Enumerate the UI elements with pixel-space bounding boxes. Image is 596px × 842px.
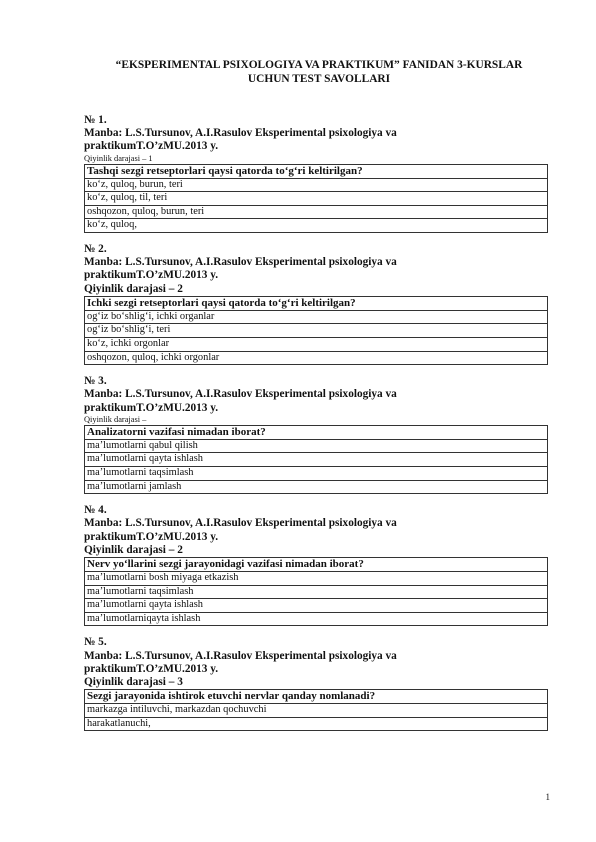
question-source-line: praktikumT.O’zMU.2013 y.: [84, 530, 219, 543]
question-row: [85, 164, 548, 178]
question-source: [84, 650, 456, 676]
answer-row: [85, 192, 548, 206]
answer-option: ma’lumotlarni qabul qilish: [85, 439, 548, 453]
question-table: [84, 425, 548, 494]
answer-option: ko‘z, quloq,: [85, 219, 548, 233]
question-source-line: Manba: L.S.Tursunov, A.I.Rasulov Eksperimental psixologiya va: [84, 649, 397, 662]
answer-option: og‘iz bo‘shlig‘i, teri: [85, 324, 548, 338]
answer-option: ma’lumotlarni qayta ishlash: [85, 453, 548, 467]
answer-row: [85, 337, 548, 351]
question-source-line: praktikumT.O’zMU.2013 y.: [84, 269, 219, 282]
answer-row: [85, 612, 548, 626]
question-text: Nerv yo‘llarini sezgi jarayonidagi vazifasi nimadan iborat?: [85, 557, 548, 571]
question-source: [84, 388, 456, 414]
questions-list: [84, 114, 548, 741]
question-text: Analizatorni vazifasi nimadan iborat?: [85, 425, 548, 439]
answer-option: ko‘z, ichki orgonlar: [85, 337, 548, 351]
document-title-line-2: UCHUN TEST SAVOLLARI: [247, 73, 391, 85]
answer-option: ma’lumotlarni jamlash: [85, 480, 548, 494]
difficulty-level: Qiyinlik darajasi – 2: [84, 543, 183, 556]
answer-row: [85, 480, 548, 494]
question-block: [84, 114, 548, 233]
answer-row: [85, 453, 548, 467]
question-source-line: praktikumT.O’zMU.2013 y.: [84, 662, 219, 675]
answer-option: markazga intiluvchi, markazdan qochuvchi: [85, 704, 548, 718]
difficulty-level: Qiyinlik darajasi –: [84, 414, 147, 424]
question-number: № 2.: [84, 242, 107, 255]
question-number: № 4.: [84, 504, 107, 517]
answer-option: oshqozon, quloq, burun, teri: [85, 205, 548, 219]
question-row: [85, 557, 548, 571]
answer-row: [85, 466, 548, 480]
answer-row: [85, 178, 548, 192]
answer-option: ma’lumotlarni bosh miyaga etkazish: [85, 571, 548, 585]
question-number: № 5.: [84, 636, 107, 649]
question-source-line: praktikumT.O’zMU.2013 y.: [84, 140, 219, 153]
question-number: № 1.: [84, 114, 107, 126]
page-number: 1: [545, 792, 550, 802]
answer-row: [85, 310, 548, 324]
answer-row: [85, 219, 548, 233]
difficulty-level: Qiyinlik darajasi – 2: [84, 282, 183, 295]
question-table: [84, 689, 548, 731]
question-source: [84, 127, 456, 153]
question-source-line: Manba: L.S.Tursunov, A.I.Rasulov Eksperimental psixologiya va: [84, 517, 397, 530]
answer-row: [85, 717, 548, 731]
question-table: [84, 164, 548, 233]
answer-option: ko‘z, quloq, burun, teri: [85, 178, 548, 192]
difficulty-level: Qiyinlik darajasi – 1: [84, 153, 153, 163]
answer-option: ma’lumotlarni taqsimlash: [85, 466, 548, 480]
answer-option: harakatlanuchi,: [85, 717, 548, 731]
question-source: [84, 256, 456, 282]
difficulty-level: Qiyinlik darajasi – 3: [84, 675, 183, 688]
answer-option: ma’lumotlarni taqsimlash: [85, 585, 548, 599]
answer-option: ma’lumotlarni qayta ishlash: [85, 599, 548, 613]
question-row: [85, 690, 548, 704]
question-source: [84, 517, 456, 543]
document-title-line-1: “EKSPERIMENTAL PSIXOLOGIYA VA PRAKTIKUM” FANIDAN 3-KURSLAR: [115, 59, 523, 71]
question-text: Ichki sezgi retseptorlari qaysi qatorda to‘g‘ri keltirilgan?: [85, 296, 548, 310]
answer-row: [85, 599, 548, 613]
answer-row: [85, 439, 548, 453]
answer-row: [85, 585, 548, 599]
question-block: [84, 243, 548, 365]
question-table: [84, 557, 548, 626]
answer-option: ko‘z, quloq, til, teri: [85, 192, 548, 206]
question-source-line: praktikumT.O’zMU.2013 y.: [84, 401, 219, 414]
document-title: [84, 58, 554, 86]
answer-row: [85, 704, 548, 718]
question-block: [84, 504, 548, 626]
answer-row: [85, 351, 548, 365]
answer-row: [85, 205, 548, 219]
answer-row: [85, 324, 548, 338]
answer-option: og‘iz bo‘shlig‘i, ichki organlar: [85, 310, 548, 324]
question-table: [84, 296, 548, 365]
answer-row: [85, 571, 548, 585]
answer-option: oshqozon, quloq, ichki orgonlar: [85, 351, 548, 365]
question-block: [84, 636, 548, 731]
question-number: № 3.: [84, 375, 107, 388]
question-source-line: Manba: L.S.Tursunov, A.I.Rasulov Eksperimental psixologiya va: [84, 388, 397, 401]
question-text: Sezgi jarayonida ishtirok etuvchi nervlar qanday nomlanadi?: [85, 690, 548, 704]
answer-option: ma’lumotlarniqayta ishlash: [85, 612, 548, 626]
question-block: [84, 375, 548, 494]
question-text: Tashqi sezgi retseptorlari qaysi qatorda to‘g‘ri keltirilgan?: [85, 164, 548, 178]
question-source-line: Manba: L.S.Tursunov, A.I.Rasulov Eksperimental psixologiya va: [84, 127, 397, 140]
question-row: [85, 296, 548, 310]
question-row: [85, 425, 548, 439]
question-source-line: Manba: L.S.Tursunov, A.I.Rasulov Eksperimental psixologiya va: [84, 256, 397, 269]
